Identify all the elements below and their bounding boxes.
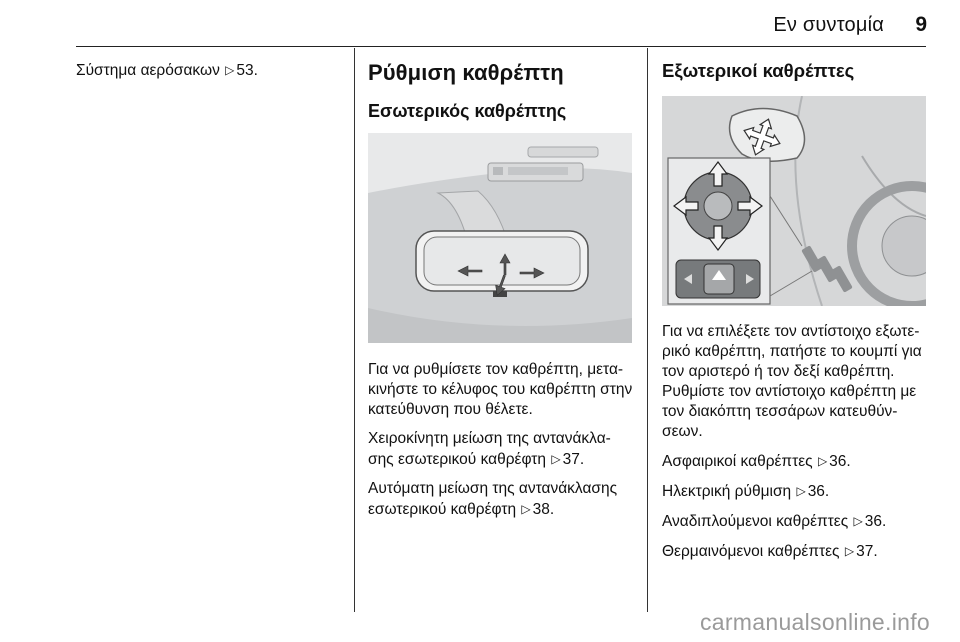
page-header-title: Εν συντομία [773, 14, 884, 36]
ref-electric-page[interactable]: 36. [807, 483, 830, 500]
ref-electric [662, 481, 926, 502]
ref-aspheric-text: Ασφαιρικοί καθρέπτες [662, 453, 813, 470]
exterior-mirror-illustration [662, 96, 926, 306]
column-separator-2 [647, 48, 648, 612]
column-separator-1 [354, 48, 355, 612]
auto-dimming-text: Αυτόματη μείωση της αντανάκλασης εσωτερικού καθρέφτη [368, 480, 618, 518]
ref-aspheric-page[interactable]: 36. [829, 453, 851, 470]
exterior-mirror-drawing [662, 96, 926, 306]
airbag-ref-text: Σύστημα αερόσακων [76, 62, 220, 79]
page-ref-arrow-icon: ▷ [853, 514, 863, 528]
ref-heated [662, 541, 926, 562]
auto-dimming-page[interactable]: 38. [532, 501, 555, 518]
interior-mirror-instructions: Για να ρυθμίσετε τον καθρέπτη, μετα-κινήστε το κέλυφος του καθρέπτη στην κατεύθυνση που θέλετε. [368, 361, 633, 418]
interior-mirror-drawing [368, 133, 632, 343]
page-ref-arrow-icon: ▷ [844, 544, 855, 558]
ref-folding-text: Αναδιπλούμενοι καθρέπτες [662, 513, 849, 530]
ref-heated-text: Θερμαινόμενοι καθρέπτες [662, 543, 840, 560]
section-heading-mirror-adjust: Ρύθμιση καθρέπτη [368, 60, 564, 85]
column-2-text [368, 360, 634, 529]
manual-dimming-text: Χειροκίνητη μείωση της αντανάκλα-σης εσωτερικού καθρέφτη [368, 430, 611, 468]
page-ref-arrow-icon: ▷ [521, 502, 531, 516]
column-3 [662, 60, 926, 82]
ref-folding-page[interactable]: 36. [864, 513, 887, 530]
page-ref-arrow-icon: ▷ [796, 484, 806, 498]
ref-electric-text: Ηλεκτρική ρύθμιση [662, 483, 792, 500]
watermark: carmanualsonline.info [699, 609, 930, 635]
page-number: 9 [915, 13, 927, 36]
interior-mirror-illustration [368, 133, 632, 343]
section-heading-exterior-mirrors: Εξωτερικοί καθρέπτες [662, 60, 855, 81]
manual-dimming-ref [368, 429, 634, 470]
column-3-text [662, 322, 926, 571]
column-2 [368, 60, 634, 122]
page-ref-arrow-icon: ▷ [817, 454, 828, 468]
airbag-ref-page[interactable]: 53. [236, 62, 258, 79]
header-rule [76, 46, 926, 47]
column-1 [76, 60, 348, 90]
subheading-interior-mirror: Εσωτερικός καθρέπτης [368, 101, 567, 121]
page-ref-arrow-icon: ▷ [225, 63, 235, 77]
auto-dimming-ref [368, 479, 634, 520]
manual-dimming-page[interactable]: 37. [562, 451, 585, 468]
ref-folding [662, 511, 926, 532]
page-ref-arrow-icon: ▷ [551, 452, 561, 466]
ref-aspheric [662, 451, 926, 472]
exterior-mirror-instructions: Για να επιλέξετε τον αντίστοιχο εξωτε-ρικό καθρέπτη, πατήστε το κουμπί για τον αριστερό ή τον δεξί καθρέπτη. Ρυθμίστε τον αντίστοιχο καθρέπτη με τον διακόπτη τεσσάρων κατευθύν-σεων. [662, 323, 922, 440]
ref-heated-page[interactable]: 37. [856, 543, 878, 560]
airbag-ref [76, 60, 348, 81]
